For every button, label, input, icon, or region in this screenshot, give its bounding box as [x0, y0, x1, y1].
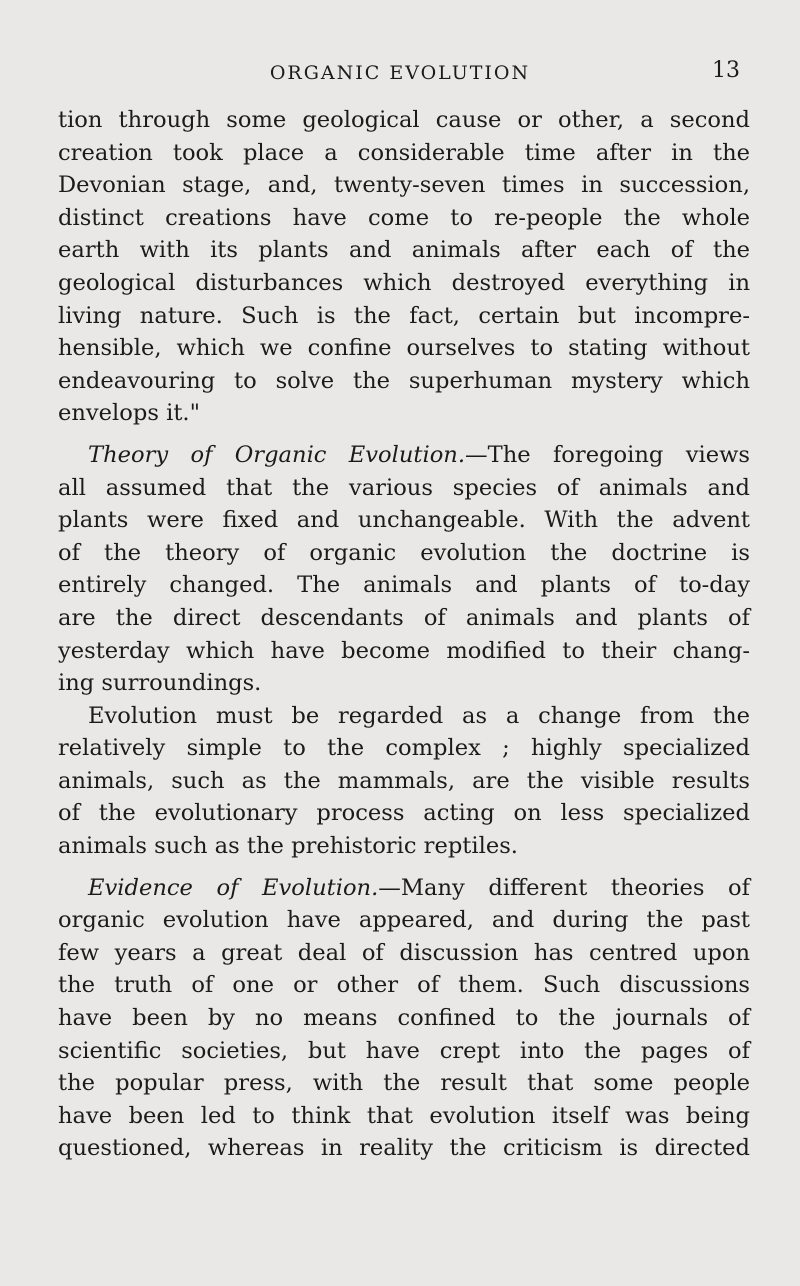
text-line: earth with its plants and animals after each of the: [58, 237, 750, 264]
body-text: [58, 104, 750, 1165]
text-line: animals, such as the mammals, are the visible results: [58, 767, 750, 794]
text-line: few years a great deal of discussion has centred upon: [58, 939, 750, 966]
text-line: are the direct descendants of animals and plants of: [58, 604, 750, 631]
text-line: of the theory of organic evolution the doctrine is: [58, 539, 750, 566]
text-line: questioned, whereas in reality the criticism is directed: [58, 1135, 750, 1162]
text-line: animals such as the prehistoric reptiles.: [58, 833, 518, 860]
paragraph-4: [58, 872, 750, 1165]
page-header: [60, 58, 740, 90]
text-fragment: —Many different theories of: [378, 874, 750, 901]
text-line: creation took place a considerable time after in the: [58, 139, 750, 166]
text-line: hensible, which we confine ourselves to stating without: [58, 335, 750, 362]
page-number: 13: [712, 58, 740, 83]
running-head: ORGANIC EVOLUTION: [269, 62, 531, 84]
text-line: have been led to think that evolution itself was being: [58, 1102, 750, 1129]
text-line: entirely changed. The animals and plants of to-day: [58, 572, 750, 599]
text-line: have been by no means confined to the journals of: [58, 1005, 750, 1032]
text-line: the truth of one or other of them. Such discussions: [58, 972, 750, 999]
text-line: all assumed that the various species of animals and: [58, 474, 750, 501]
text-line: the popular press, with the result that some people: [58, 1070, 750, 1097]
text-line: relatively simple to the complex ; highly specialized: [58, 735, 750, 762]
text-fragment: —The foregoing views: [465, 441, 751, 468]
text-line: endeavouring to solve the superhuman mystery which: [58, 367, 750, 394]
text-line: ing surroundings.: [58, 670, 262, 697]
section-heading-theory: Theory of Organic Evolution.: [88, 441, 466, 468]
text-line: distinct creations have come to re-people the whole: [58, 204, 750, 231]
paragraph-2: [58, 439, 750, 700]
text-line: living nature. Such is the fact, certain but incompre-: [58, 302, 750, 329]
section-heading-evidence: Evidence of Evolution.: [88, 874, 379, 901]
text-line: geological disturbances which destroyed everything in: [58, 269, 750, 296]
text-line: Devonian stage, and, twenty-seven times in succession,: [58, 172, 750, 199]
paragraph-1: [58, 104, 750, 430]
text-line: tion through some geological cause or other, a second: [58, 107, 750, 133]
text-line: yesterday which have become modified to their chang-: [58, 637, 750, 664]
text-line: organic evolution have appeared, and during the past: [58, 907, 750, 934]
text-line: plants were fixed and unchangeable. With the advent: [58, 507, 750, 534]
text-line: [58, 439, 750, 472]
text-line: envelops it.": [58, 400, 201, 427]
paragraph-3: [58, 700, 750, 863]
text-line: of the evolutionary process acting on less specialized: [58, 800, 750, 827]
text-line: [58, 872, 750, 905]
text-line: scientific societies, but have crept into the pages of: [58, 1037, 750, 1064]
text-line: Evolution must be regarded as a change from the: [88, 702, 750, 729]
